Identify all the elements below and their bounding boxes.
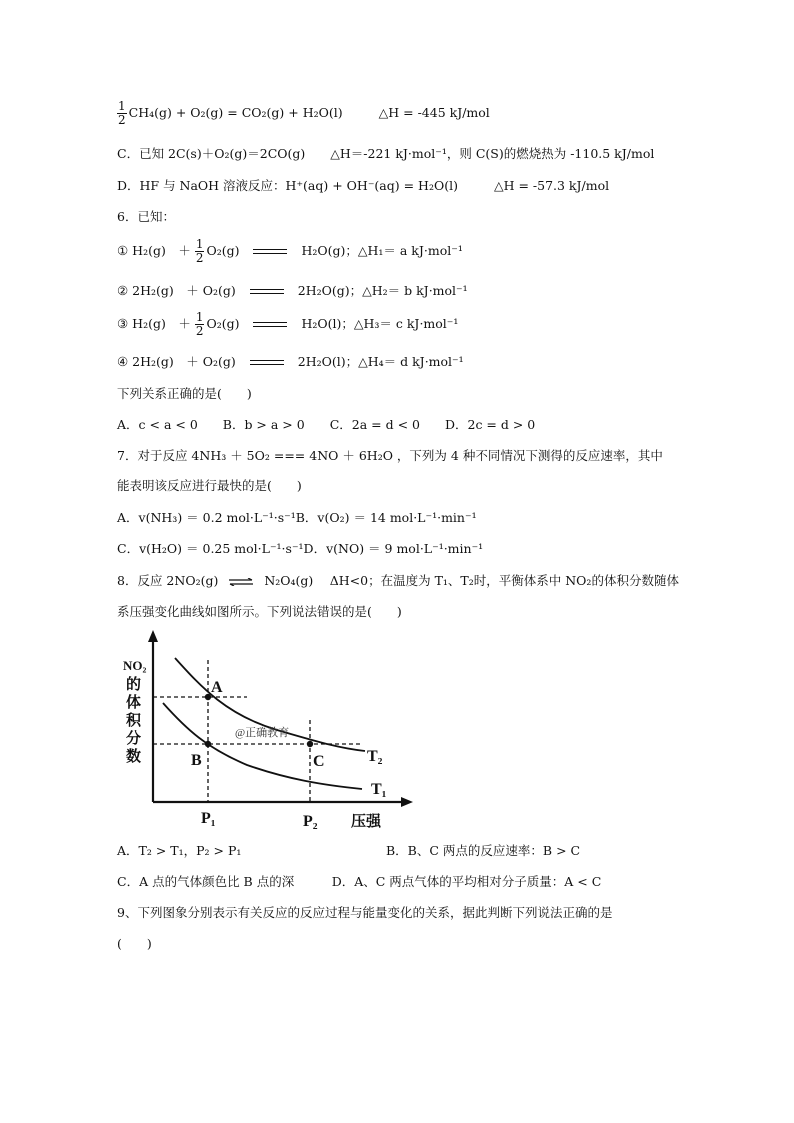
fraction-half: $\frac{1}{2}$ xyxy=(118,99,126,127)
equilibrium-sign-icon xyxy=(250,360,284,366)
reaction-3: ③ H₂(g) ＋ $\frac{1}{2}$ O₂(g) H₂O(l)；△H₃＝ c kJ·mol⁻¹ xyxy=(117,310,459,338)
q7-stem-line1: 7．对于反应 4NH₃ ＋ 5O₂ === 4NO ＋ 6H₂O ，下列为 4 种不同情况下测得的反应速率，其中 xyxy=(117,448,663,463)
q6-title: 6．已知： xyxy=(117,209,175,224)
q6-options: A．c < a < 0 B．b > a > 0 C．2a = d < 0 D．2c = d > 0 xyxy=(117,417,536,432)
q8-option-a: A．T₂ > T₁，P₂ > P₁ xyxy=(117,843,242,858)
fraction-half: $\frac{1}{2}$ xyxy=(195,237,204,265)
q8-stem-line1: 8．反应 2NO₂(g) N₂O₄(g) ΔH<0；在温度为 T₁、T₂时，平衡体系中 NO₂的体积分数随体 xyxy=(117,573,679,588)
equilibrium-sign-icon xyxy=(250,289,284,295)
option-d-line: D．HF 与 NaOH 溶液反应：H⁺(aq) + OH⁻(aq) = H₂O(l) △H = -57.3 kJ/mol xyxy=(117,178,610,193)
no2-volume-fraction-figure xyxy=(117,630,417,835)
q8-stem-line2: 系压强变化曲线如图所示。下列说法错误的是( ) xyxy=(117,604,402,619)
reaction-2: ② 2H₂(g) ＋ O₂(g) 2H₂O(g)；△H₂＝ b kJ·mol⁻¹ xyxy=(117,283,468,298)
fraction-half: $\frac{1}{2}$ xyxy=(195,310,204,338)
y-axis-label-char: 数 xyxy=(126,749,142,765)
curve-t2-label: T₂ xyxy=(367,748,383,765)
q8-option-b: B．B、C 两点的反应速率：B > C xyxy=(386,843,581,858)
q7-stem-line2: 能表明该反应进行最快的是( ) xyxy=(117,478,302,493)
q7-options-ab: A．v(NH₃) ＝ 0.2 mol·L⁻¹·s⁻¹B．v(O₂) ＝ 14 mol·L⁻¹·min⁻¹ xyxy=(117,510,477,525)
y-axis-label-top: NO₂ xyxy=(123,658,147,673)
y-axis-label-char: 的 xyxy=(126,677,142,693)
option-c-line: C．已知 2C(s)＋O₂(g)＝2CO(g) △H＝-221 kJ·mol⁻¹，则 C(S)的燃烧热为 -110.5 kJ/mol xyxy=(117,146,655,161)
y-axis-arrow-icon xyxy=(148,630,158,642)
reversible-arrow-icon xyxy=(228,578,254,586)
q8-options-cd: C．A 点的气体颜色比 B 点的深 D．A、C 两点气体的平均相对分子质量：A < C xyxy=(117,874,602,889)
x-axis-arrow-icon xyxy=(401,797,413,807)
q7-options-cd: C．v(H₂O) ＝ 0.25 mol·L⁻¹·s⁻¹D．v(NO) ＝ 9 mol·L⁻¹·min⁻¹ xyxy=(117,541,484,556)
reaction-1: ① H₂(g) ＋ $\frac{1}{2}$ O₂(g) H₂O(g)；△H₁＝ a kJ·mol⁻¹ xyxy=(117,237,463,265)
x-tick-p1: P₁ xyxy=(201,810,216,827)
point-c-label: C xyxy=(313,753,325,770)
point-a-label: A xyxy=(211,679,223,696)
q6-question: 下列关系正确的是( ) xyxy=(117,386,252,401)
point-b-label: B xyxy=(191,752,202,769)
equilibrium-sign-icon xyxy=(253,249,287,255)
curve-t1-label: T₁ xyxy=(371,781,387,798)
y-axis-label-char: 分 xyxy=(126,731,142,747)
point-b-marker xyxy=(205,741,211,747)
q9-stem-line2: ( ) xyxy=(117,936,152,951)
equilibrium-sign-icon xyxy=(253,322,287,328)
y-axis-label-char: 体 xyxy=(126,695,142,711)
point-c-marker xyxy=(307,741,313,747)
watermark: @正确教育 xyxy=(235,727,290,739)
reaction-4: ④ 2H₂(g) ＋ O₂(g) 2H₂O(l)；△H₄＝ d kJ·mol⁻¹ xyxy=(117,354,464,369)
q9-stem-line1: 9、下列图象分别表示有关反应的反应过程与能量变化的关系，据此判断下列说法正确的是 xyxy=(117,905,613,920)
y-axis-label-char: 积 xyxy=(126,713,142,729)
option-b-equation: $\frac{1}{2}$ CH₄(g) + O₂(g) = CO₂(g) + H₂O(l) △H = -445 kJ/mol xyxy=(118,99,490,127)
x-tick-p2: P₂ xyxy=(303,813,318,830)
x-axis-label: 压强 xyxy=(351,814,382,830)
